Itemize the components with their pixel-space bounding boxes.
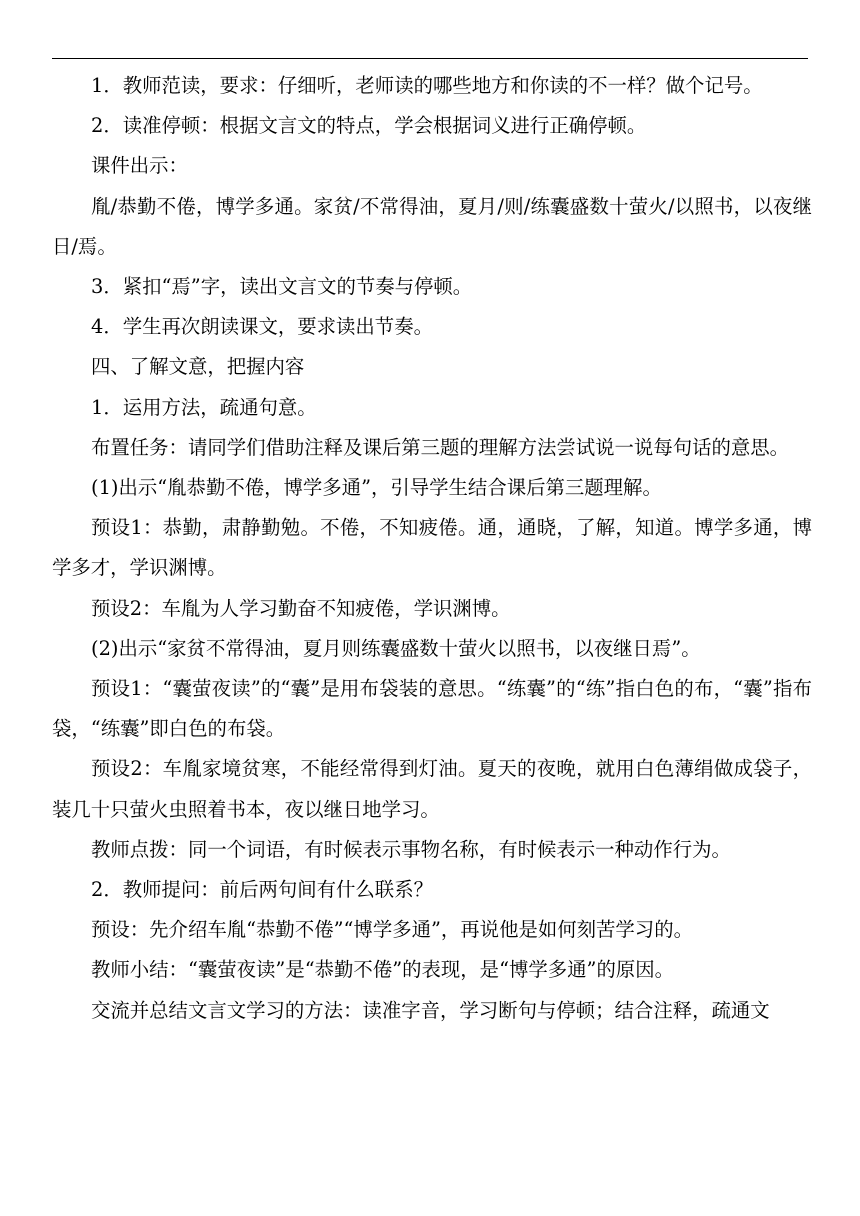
paragraph-preset-2a: 预设1：“囊萤夜读”的“囊”是用布袋装的意思。“练囊”的“练”指白色的布，“囊”指布袋，“练囊”即白色的布袋。 — [52, 677, 812, 741]
paragraph-preset-1b: 预设2：车胤为人学习勤奋不知疲倦，学识渊博。 — [91, 596, 511, 620]
paragraph-preset-3: 预设：先介绍车胤“恭勤不倦”“博学多通”，再说他是如何刻苦学习的。 — [91, 918, 693, 942]
document-body — [52, 66, 812, 1031]
paragraph-teacher-question: 2．教师提问：前后两句间有什么联系？ — [91, 878, 433, 902]
paragraph-preset-2b: 预设2：车胤家境贫寒，不能经常得到灯油。夏天的夜晚，就用白色薄绢做成袋子，装几十只萤火虫照着书本，夜以继日地学习。 — [52, 757, 812, 821]
header-rule — [52, 58, 808, 59]
paragraph-method-summary: 交流并总结文言文学习的方法：读准字音，学习断句与停顿；结合注释，疏通文 — [91, 998, 770, 1022]
paragraph-show-sentence-2: (2)出示“家贫不常得油，夏月则练囊盛数十萤火以照书，以夜继日焉”。 — [91, 636, 701, 660]
paragraph-task: 布置任务：请同学们借助注释及课后第三题的理解方法尝试说一说每句话的意思。 — [91, 435, 790, 459]
paragraph-yan-rhythm: 3．紧扣“焉”字，读出文言文的节奏与停顿。 — [91, 275, 473, 299]
paragraph-reread: 4．学生再次朗读课文，要求读出节奏。 — [91, 315, 433, 339]
paragraph-teacher-reading: 1．教师范读，要求：仔细听，老师读的哪些地方和你读的不一样？做个记号。 — [91, 74, 763, 97]
paragraph-preset-1a: 预设1：恭勤，肃静勤勉。不倦，不知疲倦。通，通晓，了解，知道。博学多通，博学多才，学识渊博。 — [52, 516, 812, 580]
paragraph-pause-rule: 2．读准停顿：根据文言文的特点，学会根据词义进行正确停顿。 — [91, 114, 647, 138]
paragraph-method: 1．运用方法，疏通句意。 — [91, 395, 317, 419]
paragraph-show-sentence-1: (1)出示“胤恭勤不倦，博学多通”，引导学生结合课后第三题理解。 — [91, 476, 662, 500]
paragraph-marked-text: 胤/恭勤不倦，博学多通。家贫/不常得油，夏月/则/练囊盛数十萤火/以照书，以夜继日/焉。 — [52, 194, 812, 258]
paragraph-teacher-tip: 教师点拨：同一个词语，有时候表示事物名称，有时候表示一种动作行为。 — [91, 837, 731, 861]
section-heading-understanding: 四、了解文意，把握内容 — [91, 355, 305, 379]
paragraph-courseware-label: 课件出示： — [91, 154, 188, 178]
paragraph-teacher-summary: 教师小结：“囊萤夜读”是“恭勤不倦”的表现，是“博学多通”的原因。 — [91, 958, 675, 982]
